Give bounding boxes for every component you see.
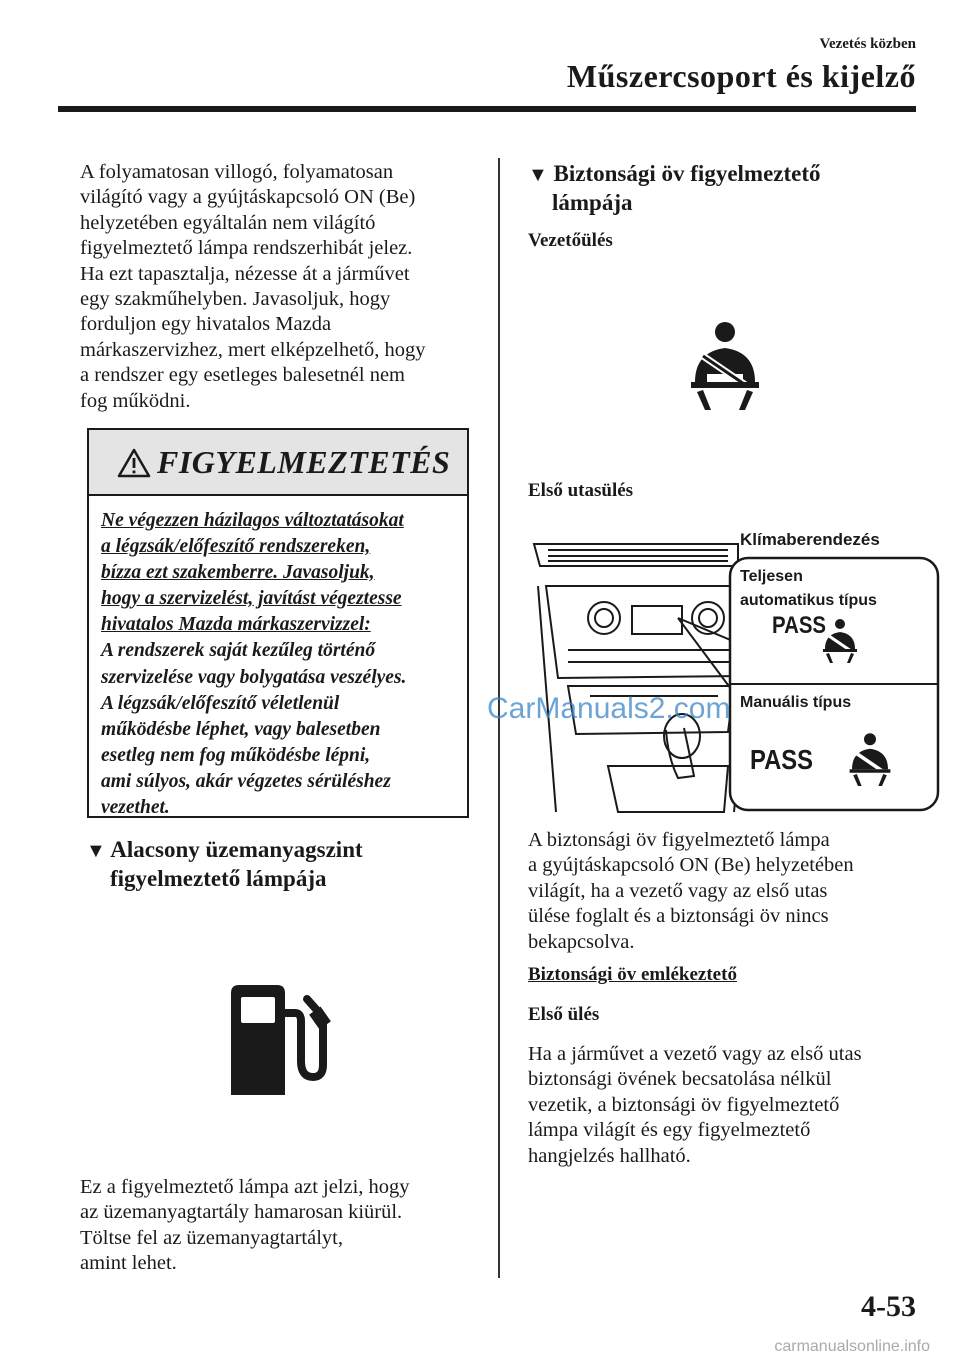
- fuel-heading-line: figyelmeztető lámpája: [110, 866, 327, 891]
- intro-line: márkaszervizhez, mert elképzelhető, hogy: [80, 338, 426, 361]
- warning-header: [89, 430, 467, 496]
- intro-line: a rendszer egy esetleges balesetnél nem: [80, 364, 405, 387]
- reminder-line: biztonsági övének becsatolása nélkül: [528, 1068, 832, 1091]
- footer-watermark[interactable]: carmanualsonline.info: [774, 1338, 930, 1355]
- warning-line: A rendszerek saját kezűleg történő: [101, 640, 376, 662]
- belt-desc-line: bekapcsolva.: [528, 930, 635, 953]
- warning-line: bízza ezt szakemberre. Javasoljuk,: [101, 562, 375, 584]
- warning-line: ami súlyos, akár végzetes sérüléshez: [101, 770, 391, 792]
- fuel-line: amint lehet.: [80, 1252, 177, 1275]
- auto-type-label-line1: Teljesen: [740, 568, 803, 585]
- intro-line: fog működni.: [80, 389, 191, 412]
- intro-paragraph: [80, 160, 426, 414]
- front-seat-label: Első ülés: [528, 1004, 600, 1025]
- fuel-heading-line: Alacsony üzemanyagszint: [110, 837, 363, 862]
- belt-desc-line: ülése foglalt és a biztonsági öv nincs: [528, 905, 829, 928]
- section-marker-icon: ▼: [528, 164, 548, 186]
- fuel-line: Ez a figyelmeztető lámpa azt jelzi, hogy: [80, 1176, 410, 1198]
- intro-line: figyelmeztető lámpa rendszerhibát jelez.: [80, 237, 413, 260]
- section-marker-icon: ▼: [86, 840, 106, 862]
- fuel-section-heading: [86, 836, 363, 893]
- page-number: 4-53: [861, 1290, 916, 1323]
- intro-line: világító vagy a gyújtáskapcsoló ON (Be): [80, 186, 416, 209]
- warning-line: hivatalos Mazda márkaszervizzel:: [101, 614, 371, 636]
- warning-line: a légzsák/előfeszítő rendszereken,: [101, 536, 371, 558]
- pass-indicator-auto: PASS: [772, 612, 827, 639]
- warning-line: vezethet.: [101, 797, 170, 819]
- passenger-seat-label: Első utasülés: [528, 480, 634, 501]
- reminder-paragraph: [528, 1042, 862, 1169]
- belt-desc-line: A biztonsági öv figyelmeztető lámpa: [528, 829, 830, 851]
- reminder-title: Biztonsági öv emlékeztető: [528, 964, 737, 985]
- reminder-line: Ha a járművet a vezető vagy az első utas: [528, 1043, 862, 1065]
- warning-line: esetleg nem fog működésbe lépni,: [101, 744, 371, 766]
- belt-heading-line: Biztonsági öv figyelmeztető: [553, 161, 821, 186]
- belt-desc-line: a gyújtáskapcsoló ON (Be) helyzetében: [528, 854, 854, 877]
- fuel-pump-icon: [225, 983, 345, 1098]
- warning-line: Ne végezzen házilagos változtatásokat: [101, 510, 404, 531]
- warning-title: FIGYELMEZTETÉS: [157, 444, 451, 480]
- warning-body: [101, 508, 406, 821]
- fuel-paragraph: [80, 1175, 410, 1277]
- belt-heading-line: lámpája: [552, 190, 633, 215]
- belt-section-heading: [528, 160, 821, 217]
- intro-line: A folyamatosan villogó, folyamatosan: [80, 161, 394, 183]
- warning-line: A légzsák/előfeszítő véletlenül: [101, 692, 340, 714]
- reminder-line: vezetik, a biztonsági öv figyelmeztető: [528, 1093, 840, 1116]
- belt-description: [528, 828, 854, 955]
- header-rule: [58, 106, 916, 112]
- fuel-line: Töltse fel az üzemanyagtartályt,: [80, 1226, 343, 1249]
- reminder-line: lámpa világít és egy figyelmeztető: [528, 1119, 811, 1142]
- reminder-line: hangjelzés hallható.: [528, 1144, 691, 1167]
- seatbelt-icon: [685, 320, 765, 412]
- driver-seat-label: Vezetőülés: [528, 230, 613, 251]
- intro-line: Ha ezt tapasztalja, nézesse át a járművet: [80, 262, 410, 285]
- warning-line: hogy a szervizelést, javítást végeztesse: [101, 588, 402, 610]
- intro-line: egy szakműhelyben. Javasoljuk, hogy: [80, 288, 391, 311]
- console-illustration: [528, 526, 940, 816]
- climate-label: Klímaberendezés: [740, 530, 880, 549]
- section-label: Vezetés közben: [819, 36, 916, 52]
- fuel-line: az üzemanyagtartály hamarosan kiürül.: [80, 1201, 403, 1224]
- watermark-link[interactable]: CarManuals2.com: [487, 692, 731, 725]
- warning-line: működésbe léphet, vagy balesetben: [101, 718, 381, 740]
- warning-line: szervizelése vagy bolygatása veszélyes.: [101, 666, 407, 688]
- page-title: Műszercsoport és kijelző: [566, 58, 916, 94]
- intro-line: forduljon egy hivatalos Mazda: [80, 313, 332, 336]
- pass-indicator-manual: PASS: [750, 744, 814, 775]
- auto-type-label-line2: automatikus típus: [740, 592, 877, 609]
- intro-line: helyzetében egyáltalán nem világító: [80, 211, 376, 234]
- console-drawing: [528, 526, 940, 816]
- belt-desc-line: világít, ha a vezető vagy az első utas: [528, 879, 828, 902]
- warning-box: [87, 428, 469, 818]
- warning-triangle-icon: [117, 448, 151, 478]
- manual-type-label: Manuális típus: [740, 694, 852, 711]
